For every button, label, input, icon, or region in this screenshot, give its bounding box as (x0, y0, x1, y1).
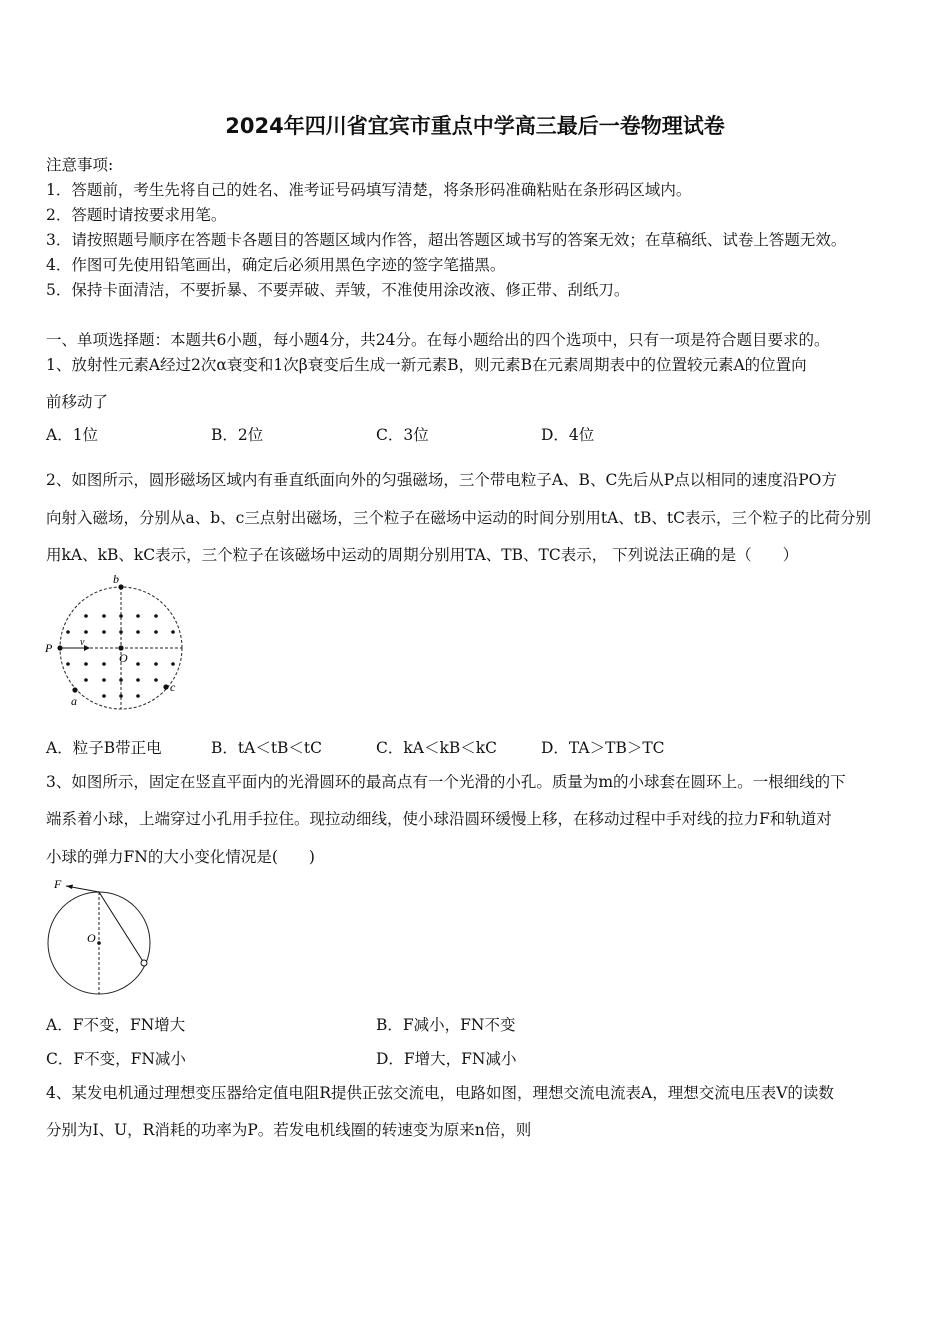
q1-option-d: D．4位 (541, 426, 595, 444)
q3-option-a: A．F不变，FN增大 (46, 1016, 186, 1034)
small-ball (141, 960, 147, 966)
point-o (118, 645, 123, 650)
q1-stem-line: 1、放射性元素A经过2次α衰变和1次β衰变后生成一新元素B，则元素B在元素周期表中的位置较元素A的位置向 (46, 356, 807, 374)
q4-stem-line: 4、某发电机通过理想变压器给定值电阻R提供正弦交流电，电路如图，理想交流电流表A，理想交流电压表V的读数 (46, 1084, 834, 1102)
label-a: a (71, 694, 77, 708)
point-a (72, 687, 77, 692)
center-point (97, 941, 101, 945)
section-heading: 一、单项选择题：本题共6小题，每小题4分，共24分。在每小题给出的四个选项中，只有一项是符合题目要求的。 (46, 331, 830, 349)
notice-item: 3．请按照题号顺序在答题卡各题目的答题区域内作答，超出答题区域书写的答案无效；在草稿纸、试卷上答题无效。 (46, 231, 847, 249)
label-o: O (87, 931, 96, 945)
q1-option-a: A．1位 (46, 426, 99, 444)
notice-item: 5．保持卡面清洁，不要折暴、不要弄破、弄皱，不准使用涂改液、修正带、刮纸刀。 (46, 281, 630, 299)
notice-heading: 注意事项: (46, 156, 114, 174)
notice-item: 1．答题前，考生先将自己的姓名、准考证号码填写清楚，将条形码准确粘贴在条形码区域内。 (46, 181, 692, 199)
q3-stem-line: 小球的弹力FN的大小变化情况是( ) (46, 848, 315, 866)
q3-option-d: D．F增大，FN减小 (376, 1050, 517, 1068)
label-p: P (45, 641, 53, 655)
point-c (163, 684, 168, 689)
ring-figure (40, 872, 160, 998)
q2-option-b: B．tA＜tB＜tC (211, 739, 323, 757)
page-title: 2024年四川省宜宾市重点中学高三最后一卷物理试卷 (225, 114, 725, 138)
label-f: F (54, 877, 62, 891)
q2-option-c: C．kA＜kB＜kC (376, 739, 497, 757)
q2-stem-line: 向射入磁场，分别从a、b、c三点射出磁场，三个粒子在磁场中运动的时间分别用tA、tB、tC表示，三个粒子的比荷分别 (46, 509, 871, 527)
notice-item: 4．作图可先使用铅笔画出，确定后必须用黑色字迹的签字笔描黑。 (46, 256, 506, 274)
label-b: b (113, 572, 119, 586)
q2-stem-line: 2、如图所示，圆形磁场区域内有垂直纸面向外的匀强磁场，三个带电粒子A、B、C先后从P点以相同的速度沿PO方 (46, 471, 837, 489)
point-p (57, 645, 62, 650)
q2-option-d: D．TA＞TB＞TC (541, 739, 665, 757)
q3-option-c: C．F不变，FN减小 (46, 1050, 186, 1068)
q1-stem-line: 前移动了 (46, 393, 109, 411)
point-b (118, 584, 123, 589)
label-c: c (170, 680, 176, 694)
q4-stem-line: 分别为I、U，R消耗的功率为P。若发电机线圈的转速变为原来n倍，则 (46, 1121, 532, 1139)
notice-item: 2．答题时请按要求用笔。 (46, 206, 227, 224)
q2-stem-line: 用kA、kB、kC表示，三个粒子在该磁场中运动的周期分别用TA、TB、TC表示， 下列说法正确的是（ ） (46, 546, 799, 564)
q3-stem-line: 端系着小球，上端穿过小孔用手拉住。现拉动细线，使小球沿圆环缓慢上移，在移动过程中手对线的拉力F和轨道对 (46, 810, 832, 828)
q1-option-b: B．2位 (211, 426, 264, 444)
label-v: v (80, 637, 85, 648)
q3-option-b: B．F减小，FN不变 (376, 1016, 516, 1034)
label-o: O (119, 651, 128, 665)
q3-stem-line: 3、如图所示，固定在竖直平面内的光滑圆环的最高点有一个光滑的小孔。质量为m的小球套在圆环上。一根细线的下 (46, 773, 846, 791)
magnetic-field-figure (40, 572, 190, 712)
q1-option-c: C．3位 (376, 426, 429, 444)
q2-option-a: A．粒子B带正电 (46, 739, 162, 757)
